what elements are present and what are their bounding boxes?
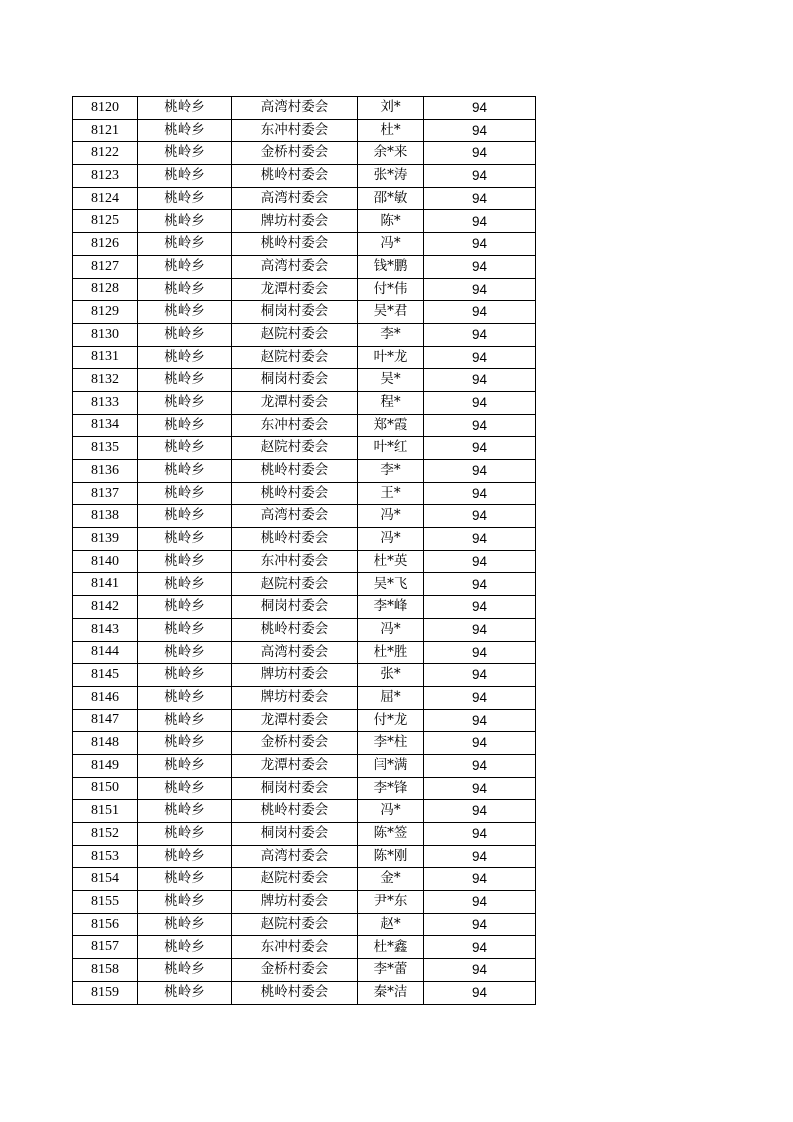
table-row [73,505,536,528]
township-cell: 桃岭乡 [138,437,232,460]
village-committee-cell: 赵院村委会 [232,573,358,596]
table-row [73,709,536,732]
table-row [73,959,536,982]
row-number-cell: 8141 [73,573,138,596]
township-cell: 桃岭乡 [138,959,232,982]
row-number-cell: 8122 [73,142,138,165]
village-committee-cell: 桃岭村委会 [232,800,358,823]
score-cell: 94 [424,391,536,414]
village-committee-cell: 金桥村委会 [232,142,358,165]
township-cell: 桃岭乡 [138,891,232,914]
township-cell: 桃岭乡 [138,346,232,369]
row-number-cell: 8150 [73,777,138,800]
person-name-cell: 金* [358,868,424,891]
score-cell: 94 [424,278,536,301]
village-committee-cell: 高湾村委会 [232,845,358,868]
person-name-cell: 程* [358,391,424,414]
table-row [73,369,536,392]
row-number-cell: 8121 [73,119,138,142]
township-cell: 桃岭乡 [138,686,232,709]
township-cell: 桃岭乡 [138,777,232,800]
person-name-cell: 秦*洁 [358,981,424,1004]
score-cell: 94 [424,369,536,392]
table-row [73,210,536,233]
township-cell: 桃岭乡 [138,732,232,755]
village-committee-cell: 桃岭村委会 [232,233,358,256]
score-cell: 94 [424,709,536,732]
village-committee-cell: 桃岭村委会 [232,528,358,551]
row-number-cell: 8156 [73,913,138,936]
row-number-cell: 8157 [73,936,138,959]
score-cell: 94 [424,845,536,868]
score-cell: 94 [424,460,536,483]
village-committee-cell: 桐岗村委会 [232,777,358,800]
score-cell: 94 [424,142,536,165]
row-number-cell: 8126 [73,233,138,256]
table-row [73,868,536,891]
person-name-cell: 屈* [358,686,424,709]
township-cell: 桃岭乡 [138,800,232,823]
township-cell: 桃岭乡 [138,981,232,1004]
score-cell: 94 [424,981,536,1004]
roster-table-body [73,97,536,1005]
table-row [73,550,536,573]
roster-table [72,96,536,1005]
person-name-cell: 尹*东 [358,891,424,914]
row-number-cell: 8131 [73,346,138,369]
village-committee-cell: 高湾村委会 [232,97,358,120]
village-committee-cell: 赵院村委会 [232,323,358,346]
person-name-cell: 叶*龙 [358,346,424,369]
village-committee-cell: 龙潭村委会 [232,278,358,301]
score-cell: 94 [424,323,536,346]
township-cell: 桃岭乡 [138,709,232,732]
person-name-cell: 陈*签 [358,823,424,846]
township-cell: 桃岭乡 [138,301,232,324]
row-number-cell: 8148 [73,732,138,755]
village-committee-cell: 东冲村委会 [232,550,358,573]
village-committee-cell: 赵院村委会 [232,913,358,936]
village-committee-cell: 赵院村委会 [232,437,358,460]
score-cell: 94 [424,437,536,460]
township-cell: 桃岭乡 [138,845,232,868]
score-cell: 94 [424,550,536,573]
township-cell: 桃岭乡 [138,165,232,188]
township-cell: 桃岭乡 [138,573,232,596]
village-committee-cell: 桐岗村委会 [232,369,358,392]
table-row [73,845,536,868]
score-cell: 94 [424,596,536,619]
row-number-cell: 8146 [73,686,138,709]
score-cell: 94 [424,414,536,437]
person-name-cell: 赵* [358,913,424,936]
village-committee-cell: 桐岗村委会 [232,301,358,324]
village-committee-cell: 龙潭村委会 [232,709,358,732]
table-row [73,142,536,165]
township-cell: 桃岭乡 [138,664,232,687]
township-cell: 桃岭乡 [138,323,232,346]
score-cell: 94 [424,891,536,914]
person-name-cell: 付*伟 [358,278,424,301]
table-row [73,278,536,301]
row-number-cell: 8151 [73,800,138,823]
person-name-cell: 冯* [358,618,424,641]
score-cell: 94 [424,959,536,982]
person-name-cell: 付*龙 [358,709,424,732]
township-cell: 桃岭乡 [138,936,232,959]
row-number-cell: 8143 [73,618,138,641]
table-row [73,732,536,755]
township-cell: 桃岭乡 [138,210,232,233]
person-name-cell: 李*锋 [358,777,424,800]
score-cell: 94 [424,165,536,188]
row-number-cell: 8152 [73,823,138,846]
row-number-cell: 8159 [73,981,138,1004]
village-committee-cell: 桃岭村委会 [232,482,358,505]
table-row [73,800,536,823]
table-row [73,460,536,483]
township-cell: 桃岭乡 [138,255,232,278]
person-name-cell: 余*来 [358,142,424,165]
row-number-cell: 8125 [73,210,138,233]
row-number-cell: 8127 [73,255,138,278]
township-cell: 桃岭乡 [138,913,232,936]
score-cell: 94 [424,618,536,641]
township-cell: 桃岭乡 [138,550,232,573]
table-row [73,233,536,256]
row-number-cell: 8129 [73,301,138,324]
score-cell: 94 [424,97,536,120]
score-cell: 94 [424,641,536,664]
row-number-cell: 8144 [73,641,138,664]
row-number-cell: 8153 [73,845,138,868]
person-name-cell: 冯* [358,528,424,551]
village-committee-cell: 赵院村委会 [232,868,358,891]
score-cell: 94 [424,800,536,823]
person-name-cell: 冯* [358,505,424,528]
table-row [73,618,536,641]
table-row [73,573,536,596]
row-number-cell: 8128 [73,278,138,301]
table-row [73,823,536,846]
score-cell: 94 [424,936,536,959]
township-cell: 桃岭乡 [138,482,232,505]
person-name-cell: 钱*鹏 [358,255,424,278]
row-number-cell: 8158 [73,959,138,982]
village-committee-cell: 桃岭村委会 [232,165,358,188]
township-cell: 桃岭乡 [138,754,232,777]
person-name-cell: 杜*英 [358,550,424,573]
township-cell: 桃岭乡 [138,618,232,641]
township-cell: 桃岭乡 [138,641,232,664]
score-cell: 94 [424,913,536,936]
row-number-cell: 8140 [73,550,138,573]
table-row [73,97,536,120]
village-committee-cell: 桃岭村委会 [232,460,358,483]
table-row [73,891,536,914]
row-number-cell: 8145 [73,664,138,687]
table-row [73,777,536,800]
village-committee-cell: 牌坊村委会 [232,686,358,709]
row-number-cell: 8133 [73,391,138,414]
table-row [73,323,536,346]
township-cell: 桃岭乡 [138,369,232,392]
score-cell: 94 [424,528,536,551]
score-cell: 94 [424,868,536,891]
person-name-cell: 杜*鑫 [358,936,424,959]
row-number-cell: 8147 [73,709,138,732]
table-row [73,187,536,210]
score-cell: 94 [424,233,536,256]
score-cell: 94 [424,732,536,755]
score-cell: 94 [424,777,536,800]
table-row [73,301,536,324]
township-cell: 桃岭乡 [138,391,232,414]
village-committee-cell: 桐岗村委会 [232,596,358,619]
row-number-cell: 8135 [73,437,138,460]
table-row [73,255,536,278]
person-name-cell: 杜*胜 [358,641,424,664]
person-name-cell: 李* [358,323,424,346]
table-row [73,664,536,687]
score-cell: 94 [424,754,536,777]
score-cell: 94 [424,255,536,278]
person-name-cell: 张*涛 [358,165,424,188]
table-row [73,346,536,369]
township-cell: 桃岭乡 [138,868,232,891]
person-name-cell: 陈* [358,210,424,233]
village-committee-cell: 桃岭村委会 [232,981,358,1004]
township-cell: 桃岭乡 [138,142,232,165]
table-row [73,754,536,777]
row-number-cell: 8142 [73,596,138,619]
row-number-cell: 8132 [73,369,138,392]
village-committee-cell: 高湾村委会 [232,505,358,528]
person-name-cell: 李*峰 [358,596,424,619]
table-row [73,686,536,709]
row-number-cell: 8136 [73,460,138,483]
table-row [73,528,536,551]
village-committee-cell: 东冲村委会 [232,119,358,142]
score-cell: 94 [424,482,536,505]
person-name-cell: 杜* [358,119,424,142]
township-cell: 桃岭乡 [138,823,232,846]
township-cell: 桃岭乡 [138,528,232,551]
person-name-cell: 闫*满 [358,754,424,777]
row-number-cell: 8155 [73,891,138,914]
row-number-cell: 8130 [73,323,138,346]
person-name-cell: 冯* [358,233,424,256]
township-cell: 桃岭乡 [138,187,232,210]
person-name-cell: 叶*红 [358,437,424,460]
person-name-cell: 冯* [358,800,424,823]
score-cell: 94 [424,823,536,846]
score-cell: 94 [424,301,536,324]
person-name-cell: 吴*飞 [358,573,424,596]
village-committee-cell: 牌坊村委会 [232,664,358,687]
score-cell: 94 [424,210,536,233]
row-number-cell: 8139 [73,528,138,551]
person-name-cell: 刘* [358,97,424,120]
score-cell: 94 [424,346,536,369]
village-committee-cell: 桃岭村委会 [232,618,358,641]
table-row [73,913,536,936]
village-committee-cell: 高湾村委会 [232,187,358,210]
person-name-cell: 邵*敏 [358,187,424,210]
person-name-cell: 郑*霞 [358,414,424,437]
row-number-cell: 8134 [73,414,138,437]
village-committee-cell: 赵院村委会 [232,346,358,369]
row-number-cell: 8123 [73,165,138,188]
row-number-cell: 8154 [73,868,138,891]
village-committee-cell: 牌坊村委会 [232,210,358,233]
person-name-cell: 李* [358,460,424,483]
row-number-cell: 8137 [73,482,138,505]
township-cell: 桃岭乡 [138,460,232,483]
row-number-cell: 8120 [73,97,138,120]
person-name-cell: 李*柱 [358,732,424,755]
table-row [73,414,536,437]
score-cell: 94 [424,187,536,210]
person-name-cell: 张* [358,664,424,687]
table-row [73,119,536,142]
person-name-cell: 吴*君 [358,301,424,324]
row-number-cell: 8138 [73,505,138,528]
village-committee-cell: 东冲村委会 [232,936,358,959]
table-row [73,641,536,664]
village-committee-cell: 金桥村委会 [232,732,358,755]
village-committee-cell: 东冲村委会 [232,414,358,437]
township-cell: 桃岭乡 [138,97,232,120]
score-cell: 94 [424,119,536,142]
township-cell: 桃岭乡 [138,414,232,437]
township-cell: 桃岭乡 [138,233,232,256]
row-number-cell: 8124 [73,187,138,210]
township-cell: 桃岭乡 [138,505,232,528]
table-row [73,165,536,188]
township-cell: 桃岭乡 [138,119,232,142]
village-committee-cell: 高湾村委会 [232,255,358,278]
village-committee-cell: 龙潭村委会 [232,754,358,777]
table-row [73,437,536,460]
row-number-cell: 8149 [73,754,138,777]
person-name-cell: 李*蕾 [358,959,424,982]
person-name-cell: 王* [358,482,424,505]
table-row [73,391,536,414]
township-cell: 桃岭乡 [138,278,232,301]
score-cell: 94 [424,573,536,596]
township-cell: 桃岭乡 [138,596,232,619]
village-committee-cell: 桐岗村委会 [232,823,358,846]
table-row [73,981,536,1004]
table-row [73,596,536,619]
score-cell: 94 [424,505,536,528]
village-committee-cell: 龙潭村委会 [232,391,358,414]
score-cell: 94 [424,686,536,709]
person-name-cell: 陈*刚 [358,845,424,868]
person-name-cell: 吴* [358,369,424,392]
table-row [73,482,536,505]
village-committee-cell: 高湾村委会 [232,641,358,664]
village-committee-cell: 牌坊村委会 [232,891,358,914]
score-cell: 94 [424,664,536,687]
table-row [73,936,536,959]
village-committee-cell: 金桥村委会 [232,959,358,982]
